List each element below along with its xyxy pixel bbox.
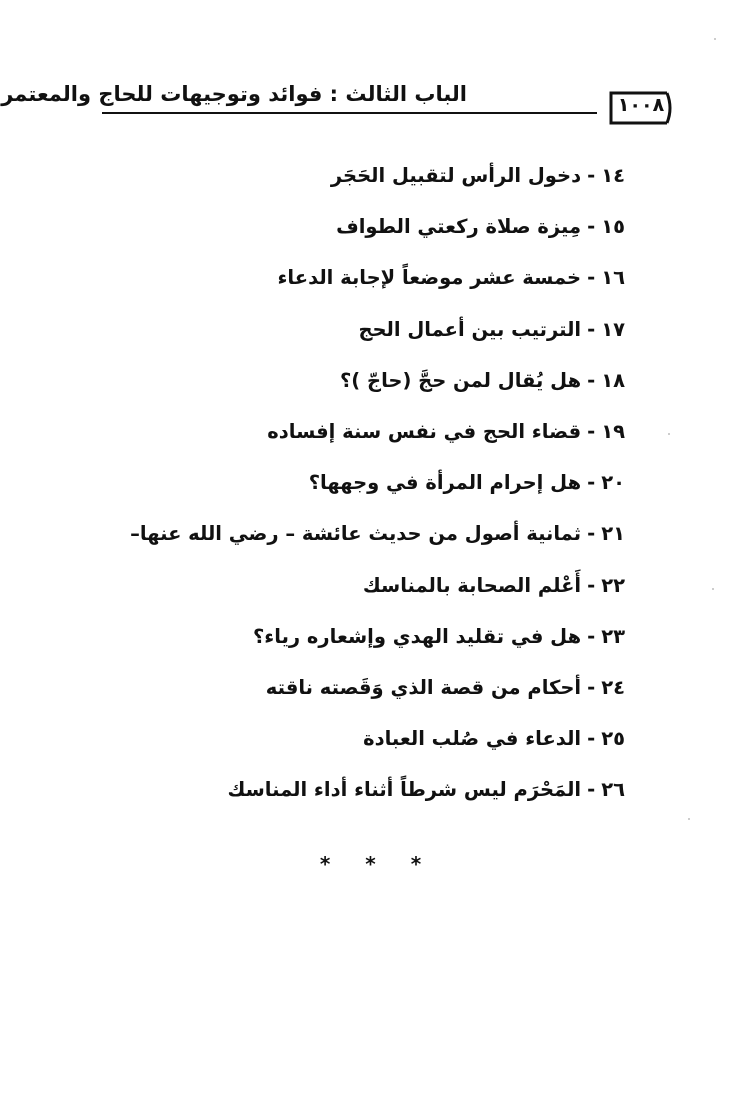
- header-rule: [102, 112, 597, 114]
- list-item: [155, 611, 625, 662]
- list-item: [155, 252, 625, 303]
- item-dash: -: [587, 624, 596, 648]
- list-item: [155, 406, 625, 457]
- item-dash: -: [587, 164, 596, 188]
- item-title: قضاء الحج في نفس سنة إفساده: [267, 420, 582, 444]
- contents-list: [130, 150, 625, 815]
- item-dash: -: [587, 317, 596, 341]
- item-dash: -: [587, 215, 596, 239]
- item-dash: -: [587, 266, 596, 290]
- item-dash: -: [587, 368, 596, 392]
- scan-speck: [714, 38, 716, 40]
- list-item: [155, 457, 625, 508]
- item-number: ٢٥: [601, 727, 625, 751]
- item-title: ثمانية أصول من حديث عائشة – رضي الله عنها–: [130, 522, 582, 546]
- item-number: ١٤: [601, 164, 625, 188]
- list-item: [155, 713, 625, 764]
- item-dash: -: [587, 522, 596, 546]
- scan-speck: [688, 818, 690, 820]
- item-dash: -: [587, 471, 596, 495]
- item-title: أحكام من قصة الذي وَقَصته ناقته: [265, 675, 582, 699]
- list-item: [155, 560, 625, 611]
- list-item: [155, 355, 625, 406]
- item-title: مِيزة صلاة ركعتي الطواف: [336, 215, 582, 239]
- item-number: ٢١: [601, 522, 625, 546]
- item-dash: -: [587, 778, 596, 802]
- item-title: المَحْرَم ليس شرطاً أثناء أداء المناسك: [227, 778, 582, 802]
- item-title: الدعاء في صُلب العبادة: [363, 727, 582, 751]
- item-dash: -: [587, 675, 596, 699]
- item-title: دخول الرأس لتقبيل الحَجَر: [330, 164, 582, 188]
- item-number: ٢٠: [601, 471, 625, 495]
- list-item: [155, 304, 625, 355]
- scan-speck: [712, 588, 714, 590]
- scan-speck: [668, 433, 670, 435]
- list-item: [155, 764, 625, 815]
- item-number: ٢٣: [601, 624, 625, 648]
- item-number: ١٥: [601, 215, 625, 239]
- list-item: [130, 508, 625, 559]
- list-item: [155, 662, 625, 713]
- item-title: أَعْلم الصحابة بالمناسك: [362, 573, 582, 597]
- item-number: ١٩: [601, 420, 625, 444]
- item-number: ١٦: [601, 266, 625, 290]
- item-title: خمسة عشر موضعاً لإجابة الدعاء: [277, 266, 582, 290]
- item-dash: -: [587, 727, 596, 751]
- item-number: ١٧: [601, 317, 625, 341]
- item-number: ١٨: [601, 368, 625, 392]
- item-number: ٢٤: [601, 675, 625, 699]
- item-title: هل إحرام المرأة في وجهها؟: [308, 471, 582, 495]
- item-dash: -: [587, 573, 596, 597]
- item-number: ٢٦: [601, 778, 625, 802]
- item-title: هل في تقليد الهدي وإشعاره رياء؟: [252, 624, 582, 648]
- item-title: هل يُقال لمن حجَّ (حاجّ )؟: [340, 368, 582, 392]
- item-title: الترتيب بين أعمال الحج: [358, 317, 582, 341]
- page-header: [1, 78, 675, 122]
- list-item: [155, 150, 625, 201]
- list-item: [155, 201, 625, 252]
- item-dash: -: [587, 420, 596, 444]
- section-separator: * * *: [319, 852, 436, 876]
- chapter-title: الباب الثالث : فوائد وتوجيهات للحاج والمعتمر: [1, 82, 467, 106]
- page-number-frame: [607, 90, 675, 126]
- item-number: ٢٢: [601, 573, 625, 597]
- page-number: ١٠٠٨: [617, 94, 665, 116]
